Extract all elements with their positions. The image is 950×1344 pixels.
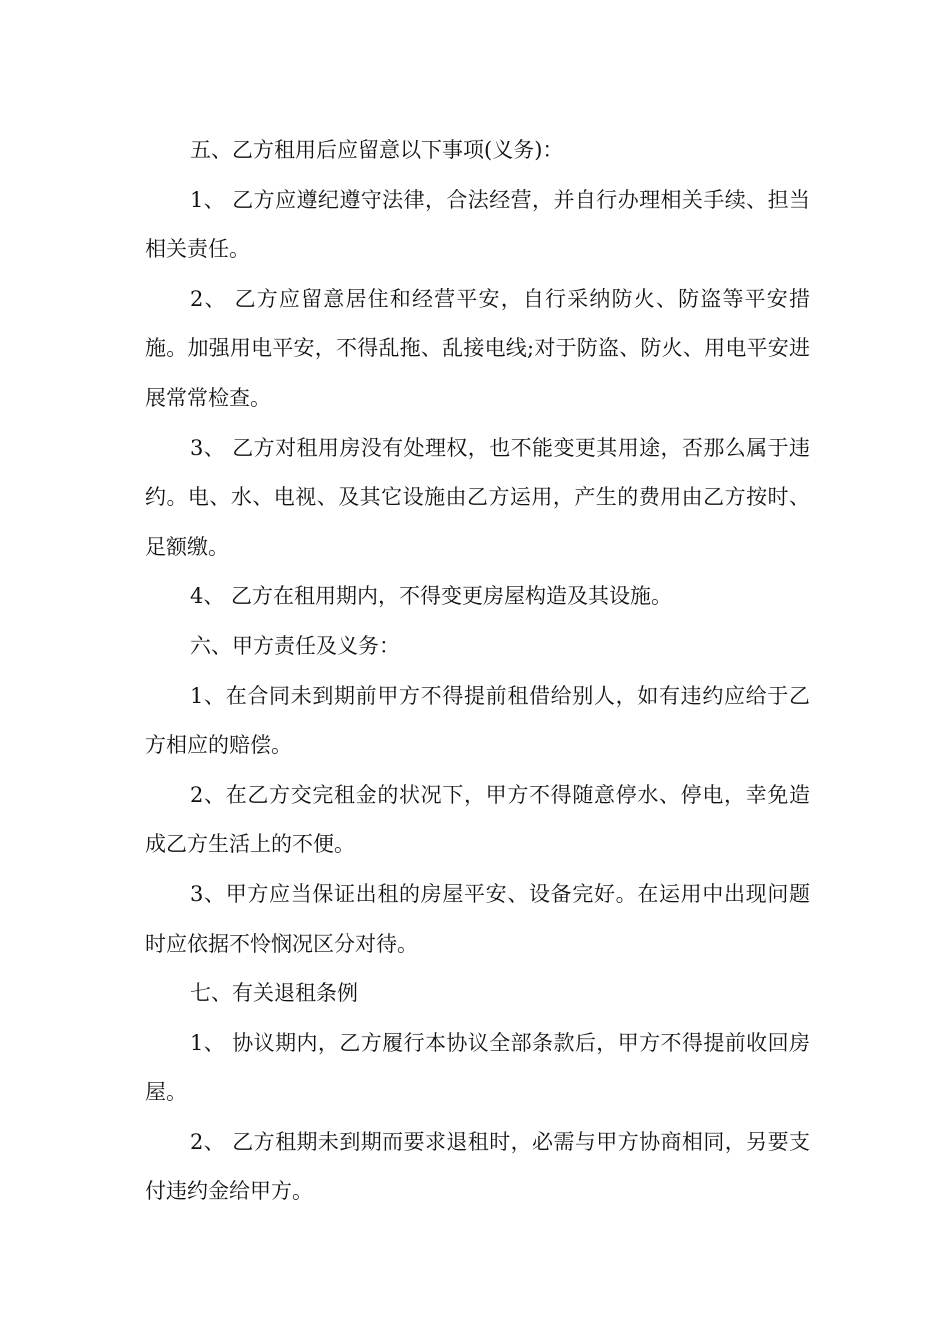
section-heading-five: 五、乙方租用后应留意以下事项(义务)： [190, 138, 564, 162]
clause-paragraph: 1、在合同未到期前甲方不得提前租借给别人，如有违约应给于乙方相应的赔偿。 [145, 683, 810, 758]
clause-paragraph: 4、 乙方在租用期内，不得变更房屋构造及其设施。 [190, 584, 673, 609]
clause-paragraph: 2、 乙方租期未到期而要求退租时，必需与甲方协商相同，另要支付违约金给甲方。 [145, 1129, 810, 1204]
clause-paragraph: 1、 乙方应遵纪遵守法律，合法经营，并自行办理相关手续、担当相关责任。 [145, 187, 810, 262]
clause-paragraph: 2、 乙方应留意居住和经营平安，自行采纳防火、防盗等平安措施。加强用电平安，不得乱拖、乱接电线;对于防盗、防火、用电平安进展常常检查。 [145, 286, 810, 410]
clause-paragraph: 1、 协议期内，乙方履行本协议全部条款后，甲方不得提前收回房屋。 [145, 1030, 810, 1105]
section-heading-seven: 七、有关退租条例 [190, 981, 358, 1006]
clause-paragraph: 2、在乙方交完租金的状况下，甲方不得随意停水、停电，幸免造成乙方生活上的不便。 [145, 782, 810, 857]
section-heading-six: 六、甲方责任及义务： [190, 633, 400, 658]
clause-paragraph: 3、甲方应当保证出租的房屋平安、设备完好。在运用中出现问题时应依据不怜悯况区分对待。 [145, 881, 810, 956]
document-body [145, 126, 810, 1217]
clause-paragraph: 3、 乙方对租用房没有处理权，也不能变更其用途，否那么属于违约。电、水、电视、及其它设施由乙方运用，产生的费用由乙方按时、足额缴。 [145, 435, 810, 559]
